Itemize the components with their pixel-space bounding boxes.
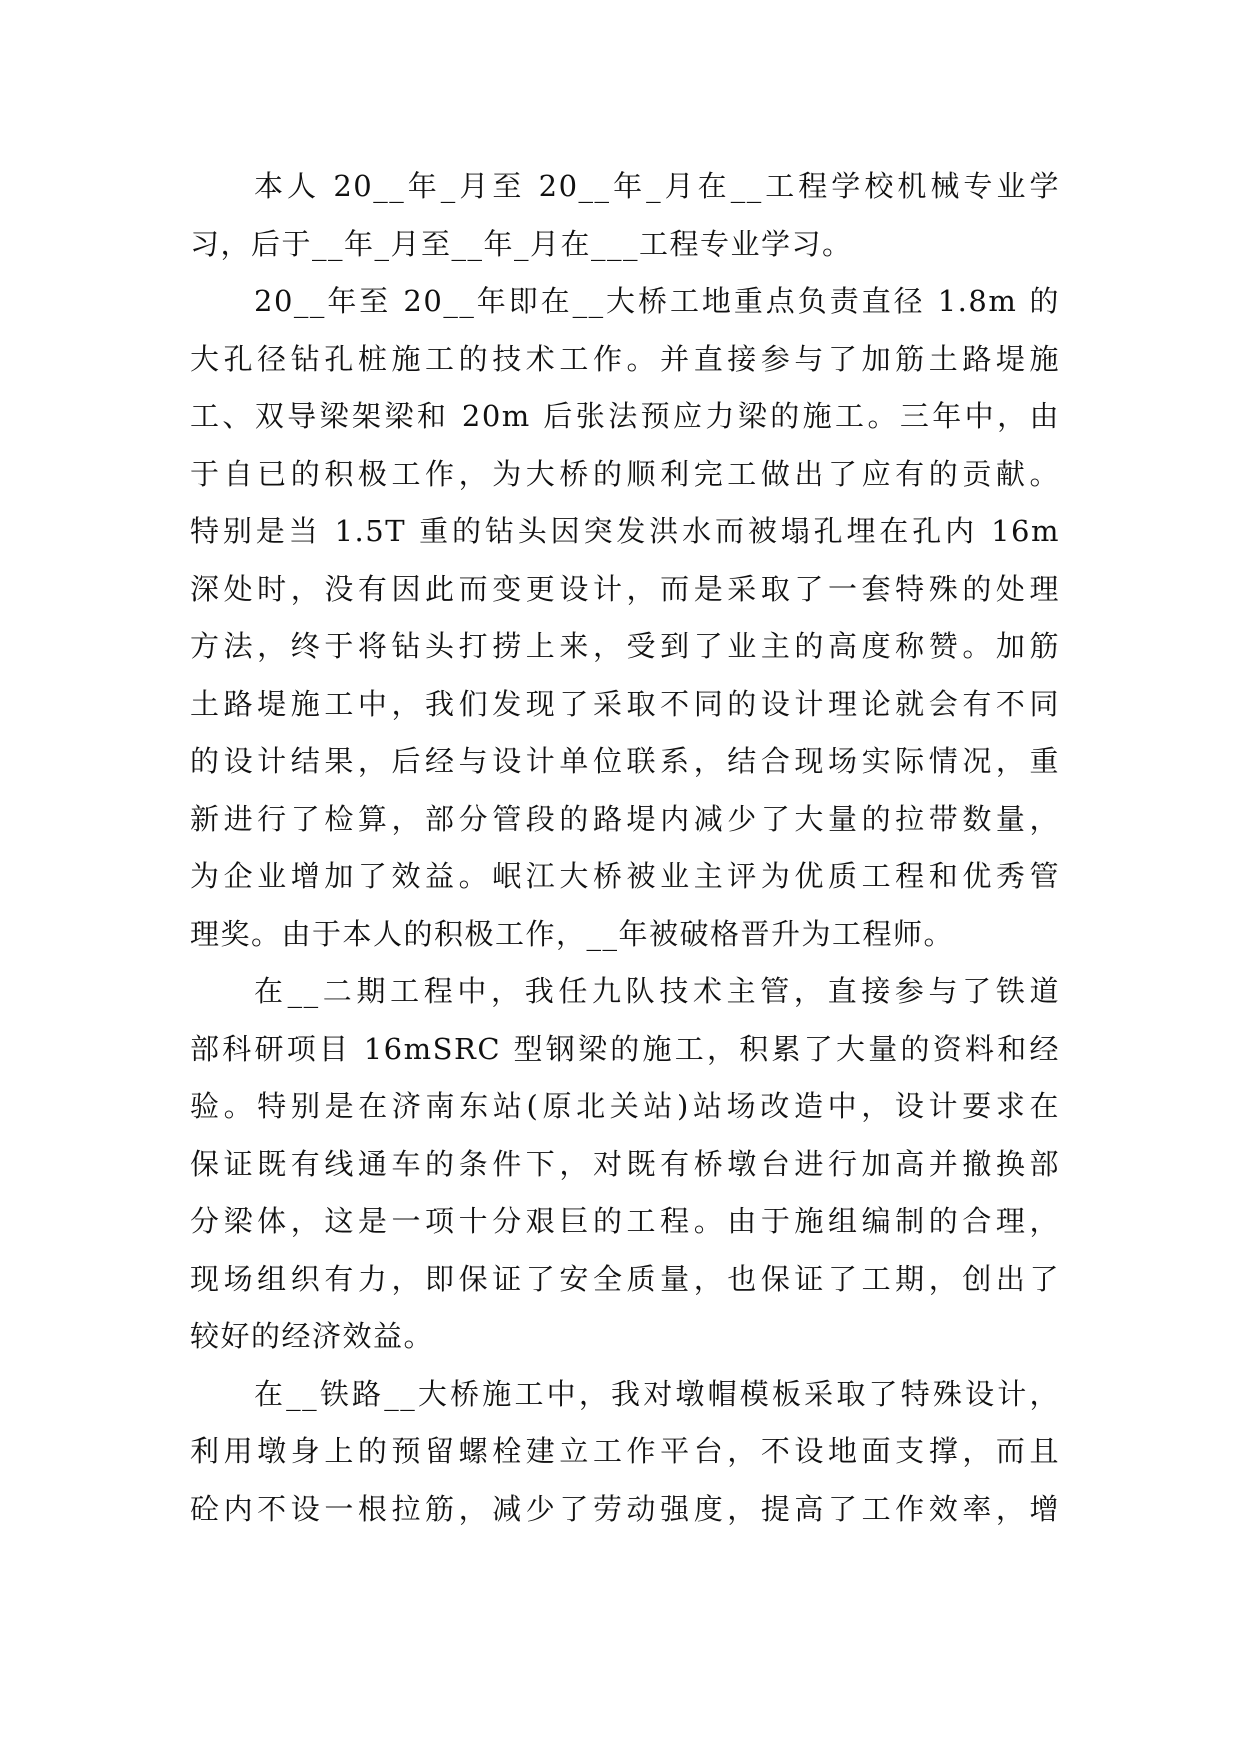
paragraph-first-line: 在__二期工程中，我任九队技术主管，直接参与了铁道 bbox=[254, 974, 1060, 1008]
text-line: 大孔径钻孔桩施工的技术工作。并直接参与了加筋土路堤施 bbox=[190, 341, 1060, 376]
text-line: 部科研项目 16mSRC 型钢梁的施工，积累了大量的资料和经 bbox=[190, 1031, 1060, 1066]
text-line: 的设计结果，后经与设计单位联系，结合现场实际情况，重 bbox=[190, 744, 1060, 778]
text-line: 保证既有线通车的条件下，对既有桥墩台进行加高并撤换部 bbox=[190, 1146, 1060, 1181]
document-body bbox=[190, 158, 1060, 1538]
text-line: 新进行了检算，部分管段的路堤内减少了大量的拉带数量， bbox=[190, 801, 1060, 836]
paragraph-first-line: 20__年至 20__年即在__大桥工地重点负责直径 1.8m 的 bbox=[254, 284, 1060, 318]
text-line: 习，后于__年_月至__年_月在___工程专业学习。 bbox=[190, 226, 853, 261]
text-line: 为企业增加了效益。岷江大桥被业主评为优质工程和优秀管 bbox=[190, 859, 1060, 893]
text-line: 特别是当 1.5T 重的钻头因突发洪水而被塌孔埋在孔内 16m bbox=[190, 514, 1060, 548]
text-line: 较好的经济效益。 bbox=[190, 1319, 435, 1353]
text-line: 工、双导梁架梁和 20m 后张法预应力梁的施工。三年中，由 bbox=[190, 399, 1060, 433]
text-line: 现场组织有力，即保证了安全质量，也保证了工期，创出了 bbox=[190, 1261, 1060, 1296]
text-line: 方法，终于将钻头打捞上来，受到了业主的高度称赞。加筋 bbox=[190, 629, 1060, 663]
text-line: 利用墩身上的预留螺栓建立工作平台，不设地面支撑，而且 bbox=[190, 1434, 1060, 1468]
text-line: 深处时，没有因此而变更设计，而是采取了一套特殊的处理 bbox=[190, 571, 1060, 606]
paragraph-first-line: 本人 20__年_月至 20__年_月在__工程学校机械专业学 bbox=[254, 169, 1060, 203]
paragraph-first-line: 在__铁路__大桥施工中，我对墩帽模板采取了特殊设计， bbox=[254, 1376, 1060, 1411]
text-line: 理奖。由于本人的积极工作，__年被破格晋升为工程师。 bbox=[190, 916, 955, 951]
text-line: 砼内不设一根拉筋，减少了劳动强度，提高了工作效率，增 bbox=[190, 1491, 1060, 1526]
text-line: 验。特别是在济南东站(原北关站)站场改造中，设计要求在 bbox=[190, 1089, 1060, 1123]
text-line: 土路堤施工中，我们发现了采取不同的设计理论就会有不同 bbox=[190, 686, 1060, 721]
text-line: 于自已的积极工作，为大桥的顺利完工做出了应有的贡献。 bbox=[190, 456, 1060, 491]
text-line: 分梁体，这是一项十分艰巨的工程。由于施组编制的合理， bbox=[190, 1204, 1060, 1238]
